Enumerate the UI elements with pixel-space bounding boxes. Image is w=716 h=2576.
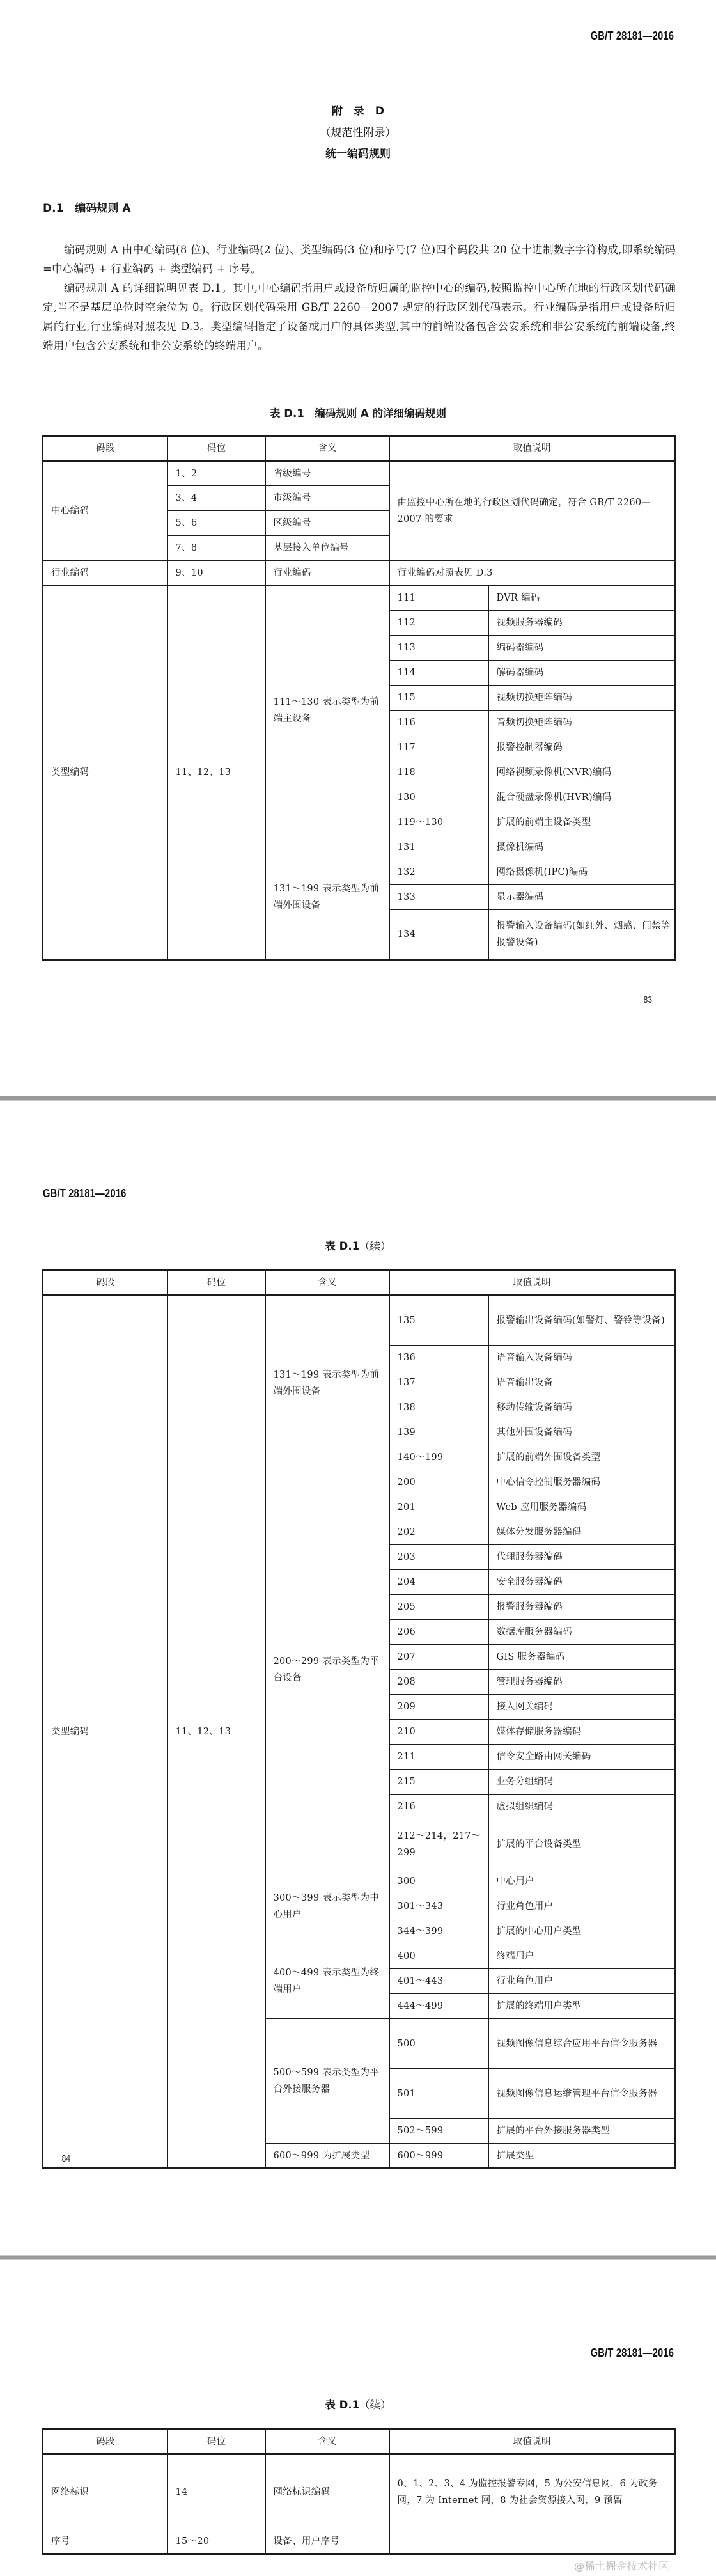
cell-code: 300 — [389, 1869, 488, 1894]
header-position: 码位 — [167, 1271, 265, 1296]
cell-code: 212～214，217～299 — [389, 1819, 488, 1869]
cell-desc: 报警输出设备编码(如警灯、警铃等设备) — [488, 1296, 675, 1346]
cell-code: 215 — [389, 1770, 488, 1795]
cell-position: 1、2 — [167, 461, 265, 486]
cell-code: 138 — [389, 1395, 488, 1420]
cell-code: 216 — [389, 1795, 488, 1819]
body-text — [43, 240, 676, 356]
cell-desc: 管理服务器编码 — [488, 1670, 675, 1695]
cell-code: 502～599 — [389, 2119, 488, 2144]
cell-desc: 语音输入设备编码 — [488, 1346, 675, 1370]
cell-meaning: 省级编号 — [265, 461, 389, 486]
doc-header: GB/T 28181—2016 — [590, 2346, 674, 2359]
appendix-name: 统一编码规则 — [325, 148, 391, 161]
cell-value — [389, 2529, 675, 2554]
cell-code: 115 — [389, 686, 488, 711]
table-row — [43, 586, 675, 611]
cell-desc: 安全服务器编码 — [488, 1570, 675, 1595]
cell-desc: 中心用户 — [488, 1869, 675, 1894]
appendix-title: 附 录 D — [331, 105, 385, 118]
cell-desc: 网络视频录像机(NVR)编码 — [488, 760, 675, 785]
cell-code: 118 — [389, 760, 488, 785]
cell-code: 201 — [389, 1495, 488, 1520]
cell-code: 111 — [389, 586, 488, 611]
cell-segment: 行业编码 — [43, 561, 167, 586]
table-row — [43, 1296, 675, 1346]
cell-desc: 解码器编码 — [488, 661, 675, 686]
cell-code: 500 — [389, 2019, 488, 2069]
cell-code: 131 — [389, 835, 488, 860]
cell-code: 210 — [389, 1720, 488, 1745]
cell-code: 114 — [389, 661, 488, 686]
watermark: @稀土掘金技术社区 — [574, 2560, 669, 2572]
cell-desc: 扩展的前端主设备类型 — [488, 810, 675, 835]
cell-desc: 信令安全路由网关编码 — [488, 1745, 675, 1770]
header-value: 取值说明 — [389, 2430, 675, 2454]
page-84 — [0, 1102, 716, 2255]
cell-code: 119～130 — [389, 810, 488, 835]
doc-header: GB/T 28181—2016 — [43, 1187, 127, 1200]
cell-desc: 报警输入设备编码(如红外、烟感、门禁等报警设备) — [488, 910, 675, 960]
cell-desc: 虚拟组织编码 — [488, 1795, 675, 1819]
cell-position: 15～20 — [167, 2529, 265, 2554]
cell-desc: 移动传输设备编码 — [488, 1395, 675, 1420]
section-heading — [43, 199, 130, 215]
cell-desc: 中心信令控制服务器编码 — [488, 1470, 675, 1495]
table-title — [0, 2396, 716, 2412]
table-row — [43, 461, 675, 486]
table-title-text: 表 D.1 — [325, 1240, 360, 1252]
cell-desc: GIS 服务器编码 — [488, 1645, 675, 1670]
cell-meaning: 市级编号 — [265, 486, 389, 511]
cell-meaning: 500～599 表示类型为平台外接服务器 — [265, 2019, 389, 2144]
cell-meaning: 网络标识编码 — [265, 2454, 389, 2529]
cell-code: 211 — [389, 1745, 488, 1770]
cell-code: 132 — [389, 860, 488, 885]
cell-desc: 行业角色用户 — [488, 1969, 675, 1994]
header-segment: 码段 — [43, 1271, 167, 1296]
cell-desc: 摄像机编码 — [488, 835, 675, 860]
coding-table — [42, 435, 676, 961]
section-number: D.1 — [43, 202, 64, 215]
table-title: 表 D.1 编码规则 A 的详细编码规则 — [270, 407, 446, 420]
doc-header: GB/T 28181—2016 — [590, 29, 674, 42]
cell-code: 117 — [389, 735, 488, 760]
cell-position: 3、4 — [167, 486, 265, 511]
cell-code: 133 — [389, 885, 488, 910]
cell-position: 14 — [167, 2454, 265, 2529]
cell-position: 9、10 — [167, 561, 265, 586]
cell-value: 由监控中心所在地的行政区划代码确定，符合 GB/T 2260—2007 的要求 — [389, 461, 675, 561]
cell-desc: 扩展的平台外接服务器类型 — [488, 2119, 675, 2144]
table-row — [43, 2454, 675, 2529]
cell-code: 113 — [389, 636, 488, 661]
cell-desc: DVR 编码 — [488, 586, 675, 611]
cell-desc: 扩展的终端用户类型 — [488, 1994, 675, 2019]
cell-meaning: 设备、用户序号 — [265, 2529, 389, 2554]
cell-code: 200 — [389, 1470, 488, 1495]
cell-desc: 数据库服务器编码 — [488, 1620, 675, 1645]
paragraph: 编码规则 A 的详细说明见表 D.1。其中,中心编码指用户或设备所归属的监控中心的编码,按照监控中心所在地的行政区划代码确定,当不是基层单位时空余位为 0。行政区划代码采用 GB/T 2260—2007 规定的行政区划代码表示。行业编码是指用户或设备所归属的行业,行业编码对照表见 D.3。类型编码指定了设备或用户的具体类型,其中的前端设备包含公安系统和非公安系统的前端设备,终端用户包含公安系统和非公安系统的终端用户。 — [43, 282, 676, 352]
cell-code: 209 — [389, 1695, 488, 1720]
header-segment: 码段 — [43, 2430, 167, 2454]
cell-code: 208 — [389, 1670, 488, 1695]
table-header-row — [43, 2430, 675, 2454]
header-segment: 码段 — [43, 436, 167, 461]
cell-desc: 扩展的前端外围设备类型 — [488, 1445, 675, 1470]
page-separator — [0, 1096, 716, 1101]
cell-desc: 视频切换矩阵编码 — [488, 686, 675, 711]
cell-desc: 扩展的中心用户类型 — [488, 1919, 675, 1944]
cell-code: 207 — [389, 1645, 488, 1670]
cell-meaning: 行业编码 — [265, 561, 389, 586]
paragraph: 编码规则 A 由中心编码(8 位)、行业编码(2 位)、类型编码(3 位)和序号(7 位)四个码段共 20 位十进制数字字符构成,即系统编码 =中心编码 + 行业编码 + 类型编码 + 序号。 — [43, 244, 676, 275]
cell-code: 344～399 — [389, 1919, 488, 1944]
cell-desc: 网络摄像机(IPC)编码 — [488, 860, 675, 885]
table-title-suffix: （续） — [359, 2399, 391, 2411]
cell-code: 444～499 — [389, 1994, 488, 2019]
cell-desc: 报警服务器编码 — [488, 1595, 675, 1620]
cell-meaning: 区级编号 — [265, 511, 389, 536]
cell-desc: 扩展的平台设备类型 — [488, 1819, 675, 1869]
cell-code: 112 — [389, 611, 488, 636]
cell-code: 134 — [389, 910, 488, 960]
table-header-row — [43, 1271, 675, 1296]
cell-code: 130 — [389, 785, 488, 810]
header-value: 取值说明 — [389, 436, 675, 461]
cell-code: 204 — [389, 1570, 488, 1595]
cell-code: 135 — [389, 1296, 488, 1346]
cell-meaning: 600～999 为扩展类型 — [265, 2144, 389, 2169]
cell-code: 501 — [389, 2069, 488, 2119]
cell-desc: 媒体分发服务器编码 — [488, 1520, 675, 1545]
page-85 — [0, 2261, 716, 2576]
cell-code: 401～443 — [389, 1969, 488, 1994]
cell-meaning: 400～499 表示类型为终端用户 — [265, 1944, 389, 2019]
cell-code: 600～999 — [389, 2144, 488, 2169]
cell-segment: 序号 — [43, 2529, 167, 2554]
cell-code: 139 — [389, 1420, 488, 1445]
cell-code: 301～343 — [389, 1894, 488, 1919]
cell-desc: 接入网关编码 — [488, 1695, 675, 1720]
header-position: 码位 — [167, 2430, 265, 2454]
cell-desc: 显示器编码 — [488, 885, 675, 910]
cell-desc: 扩展类型 — [488, 2144, 675, 2169]
cell-meaning: 131～199 表示类型为前端外围设备 — [265, 835, 389, 960]
cell-code: 116 — [389, 711, 488, 735]
cell-desc: 音频切换矩阵编码 — [488, 711, 675, 735]
table-title — [0, 1237, 716, 1253]
table-row — [43, 561, 675, 586]
cell-desc: Web 应用服务器编码 — [488, 1495, 675, 1520]
cell-desc: 语音输出设备 — [488, 1370, 675, 1395]
cell-code: 400 — [389, 1944, 488, 1969]
cell-position: 7、8 — [167, 536, 265, 561]
cell-meaning: 131～199 表示类型为前端外围设备 — [265, 1296, 389, 1470]
cell-desc: 混合硬盘录像机(HVR)编码 — [488, 785, 675, 810]
header-value: 取值说明 — [389, 1271, 675, 1296]
cell-desc: 业务分组编码 — [488, 1770, 675, 1795]
header-meaning: 含义 — [265, 436, 389, 461]
cell-desc: 视频图像信息运维管理平台信令服务器 — [488, 2069, 675, 2119]
table-header-row — [43, 436, 675, 461]
cell-meaning: 300～399 表示类型为中心用户 — [265, 1869, 389, 1944]
cell-value: 行业编码对照表见 D.3 — [389, 561, 675, 586]
cell-code: 202 — [389, 1520, 488, 1545]
cell-position: 5、6 — [167, 511, 265, 536]
page-separator — [0, 2255, 716, 2260]
cell-position: 11、12、13 — [167, 586, 265, 960]
cell-segment: 类型编码 — [43, 586, 167, 960]
cell-meaning: 200～299 表示类型为平台设备 — [265, 1470, 389, 1869]
header-meaning: 含义 — [265, 2430, 389, 2454]
cell-code: 203 — [389, 1545, 488, 1570]
cell-meaning: 111～130 表示类型为前端主设备 — [265, 586, 389, 835]
page-number: 84 — [61, 2153, 71, 2164]
section-title: 编码规则 A — [75, 202, 131, 215]
coding-table-continued — [42, 1269, 676, 2169]
page-number: 83 — [643, 994, 653, 1005]
appendix-subtitle: （规范性附录） — [320, 127, 396, 139]
cell-code: 137 — [389, 1370, 488, 1395]
cell-segment: 类型编码 — [43, 1296, 167, 2169]
cell-meaning: 基层接入单位编号 — [265, 536, 389, 561]
cell-desc: 编码器编码 — [488, 636, 675, 661]
cell-segment: 中心编码 — [43, 461, 167, 561]
cell-desc: 视频图像信息综合应用平台信令服务器 — [488, 2019, 675, 2069]
cell-desc: 媒体存储服务器编码 — [488, 1720, 675, 1745]
table-title-text: 表 D.1 — [325, 2399, 360, 2411]
cell-segment: 网络标识 — [43, 2454, 167, 2529]
table-title-suffix: （续） — [359, 1240, 391, 1252]
cell-desc: 代理服务器编码 — [488, 1545, 675, 1570]
table-row — [43, 2529, 675, 2554]
cell-code: 140～199 — [389, 1445, 488, 1470]
cell-desc: 终端用户 — [488, 1944, 675, 1969]
header-position: 码位 — [167, 436, 265, 461]
coding-table-continued — [42, 2428, 676, 2555]
cell-code: 206 — [389, 1620, 488, 1645]
header-meaning: 含义 — [265, 1271, 389, 1296]
cell-code: 136 — [389, 1346, 488, 1370]
cell-value: 0、1、2、3、4 为监控报警专网，5 为公安信息网，6 为政务网，7 为 Internet 网，8 为社会资源接入网，9 预留 — [389, 2454, 675, 2529]
cell-desc: 报警控制器编码 — [488, 735, 675, 760]
cell-desc: 其他外围设备编码 — [488, 1420, 675, 1445]
page-83 — [0, 0, 716, 1096]
cell-desc: 视频服务器编码 — [488, 611, 675, 636]
cell-position: 11、12、13 — [167, 1296, 265, 2169]
cell-desc: 行业角色用户 — [488, 1894, 675, 1919]
cell-code: 205 — [389, 1595, 488, 1620]
